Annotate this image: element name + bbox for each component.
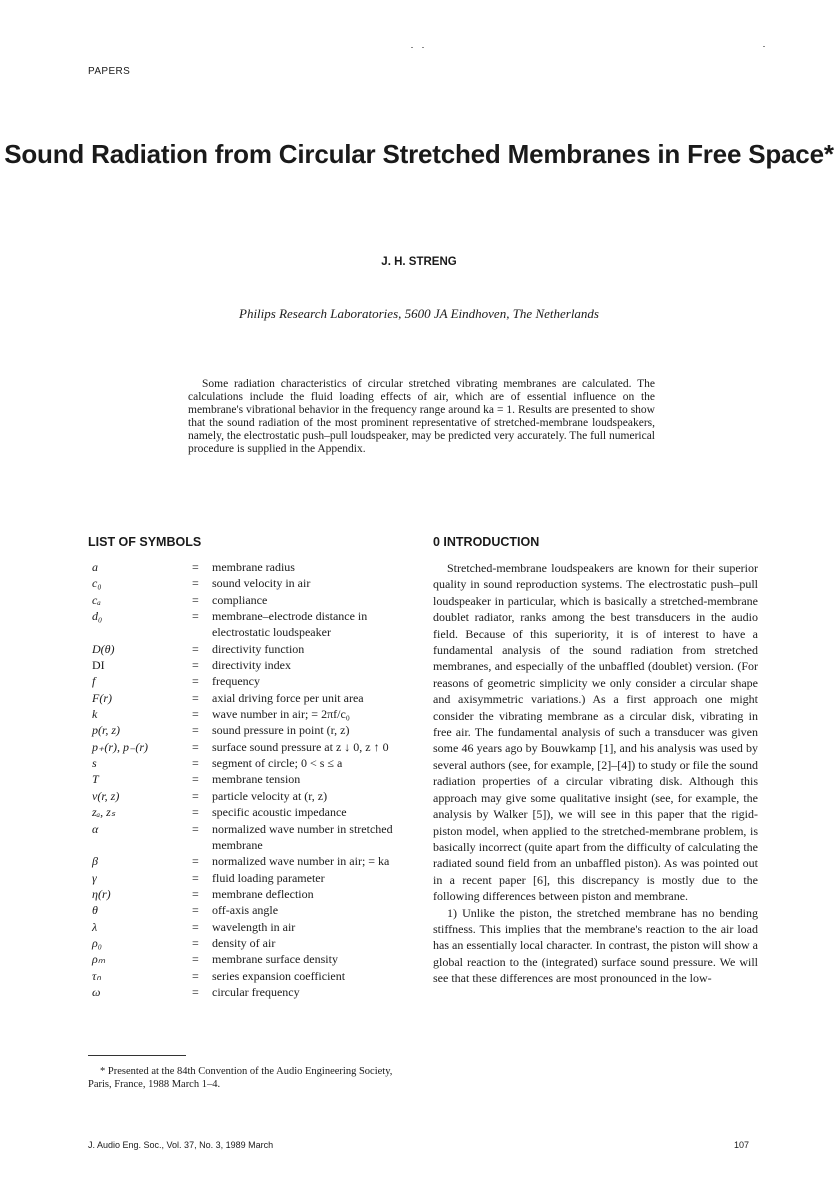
symbol-row [92,788,412,804]
equals-sign: = [192,903,199,918]
symbol-definition: density of air [212,935,276,950]
abstract [188,378,655,455]
equals-sign: = [192,609,199,624]
footnote-rule [88,1055,186,1056]
symbol-row [92,984,412,1000]
symbol: τₙ [92,968,102,983]
symbol: η(r) [92,886,111,901]
footnote [88,1065,418,1091]
symbol: β [92,854,98,869]
equals-sign: = [192,821,199,836]
symbol-row [92,690,412,706]
symbol-definition: off-axis angle [212,903,279,918]
introduction-paragraph: Stretched-membrane loudspeakers are known for their superior quality in sound reproduction systems. The electrostatic push–pull loudspeaker in particular, which is basically a stretched-membrane doublet radiator, ranks among the best transducers in the audio field. Because of this superiority, it is of interest to have a fundamental analysis of the sound radiation from stretched membranes, and especially of the unbaffled (doublet) version. (For reasons of geometric simplicity we only consider a circular shape and axisymmetric variations.) As a first approach one might consider the vibrating membrane as a circular disk, vibrating in free air. The fundamental analysis of such a transducer was given some 46 years ago by Bouwkamp [1], and his analysis was used by several authors (see, for example, [2]–[4]) to study or file the sound radiation properties of a circular vibrating disk. Although this approach may give some qualitative insight (see, for example, the analysis by Walker [5]), we will see in this paper that the rigid-piston model, when applied to the stretched-membrane problem, is basically incorrect (quite apart from the difficulty of calculating the radiated sound field from an unbaffled piston). As was pointed out in a recent paper [6], this discrepancy is mostly due to the following differences between piston and membrane. [433,561,758,904]
equals-sign: = [192,690,199,705]
symbol: zₐ, zₛ [92,805,116,820]
symbol-row [92,902,412,918]
symbol-definition: membrane–electrode distance in electrostatic loudspeaker [212,609,368,640]
symbol-definition: membrane radius [212,560,295,574]
symbol: ω [92,984,101,999]
symbol-row [92,771,412,787]
equals-sign: = [192,576,199,591]
symbol-definition: membrane deflection [212,886,314,901]
symbol-definition: directivity function [212,641,305,656]
symbol-row [92,804,412,820]
symbol-definition: directivity index [212,658,291,673]
author: J. H. STRENG [381,256,457,268]
symbol-row [92,559,412,575]
equals-sign: = [192,641,199,656]
symbol-row [92,935,412,951]
symbol-definition: axial driving force per unit area [212,690,364,705]
symbol-definition: frequency [212,674,260,689]
scan-speck [763,46,765,47]
symbol: F(r) [92,690,112,705]
symbol-row [92,657,412,673]
symbol-row [92,968,412,984]
journal-citation: J. Audio Eng. Soc., Vol. 37, No. 3, 1989 March [88,1140,274,1150]
equals-sign: = [192,870,199,885]
equals-sign: = [192,788,199,803]
equals-sign: = [192,772,199,787]
symbol: α [92,821,99,836]
equals-sign: = [192,756,199,771]
symbol: cₐ [92,592,101,607]
symbol: DI [92,658,105,673]
symbol-definition: normalized wave number in stretched membrane [212,821,393,852]
equals-sign: = [192,952,199,967]
symbol-definition: wavelength in air [212,919,296,934]
symbol-definition: series expansion coefficient [212,968,346,983]
symbol-row [92,919,412,935]
section-label: PAPERS [88,66,131,77]
equals-sign: = [192,560,199,574]
symbols-heading: LIST OF SYMBOLS [88,535,202,549]
symbol-definition: normalized wave number in air; = ka [212,854,390,869]
symbol-row [92,608,412,641]
symbol-row [92,821,412,854]
introduction-paragraph: 1) Unlike the piston, the stretched membrane has no bending stiffness. This implies that the membrane's reaction to the air load has an essentially local character. In contrast, the piston will show a global reaction to the (integrated) surface sound pressure. We will see that these differences are most pronounced in the low- [433,905,758,986]
symbol-definition: membrane surface density [212,952,338,967]
symbol-definition: wave number in air; = 2πf/c₀ [212,707,350,722]
scan-speck [422,47,424,48]
symbol: ρ₀ [92,935,102,950]
affiliation: Philips Research Laboratories, 5600 JA Eindhoven, The Netherlands [239,306,599,321]
symbol: f [92,674,96,689]
symbol-definition: sound pressure in point (r, z) [212,723,350,738]
symbol: c₀ [92,576,102,591]
equals-sign: = [192,739,199,754]
symbol: p(r, z) [92,723,121,738]
symbol: D(θ) [92,641,115,656]
symbol-row [92,951,412,967]
symbols-list [92,559,412,1000]
symbol: p₊(r), p₋(r) [92,739,148,754]
scan-speck [411,47,413,48]
page-number: 107 [734,1140,750,1150]
symbol-row [92,739,412,755]
symbol-row [92,673,412,689]
symbol: T [92,772,99,787]
symbol: θ [92,903,98,918]
introduction-body [433,560,758,987]
symbol-definition: sound velocity in air [212,576,311,591]
equals-sign: = [192,984,199,999]
symbol-row [92,722,412,738]
symbol-definition: segment of circle; 0 < s ≤ a [212,756,343,771]
symbol-row [92,870,412,886]
paper-title: Sound Radiation from Circular Stretched Membranes in Free Space* [4,139,834,169]
symbol: λ [92,919,98,934]
equals-sign: = [192,658,199,673]
symbol: ρₘ [92,952,106,967]
introduction-heading: 0 INTRODUCTION [433,535,540,549]
symbol-definition: compliance [212,592,268,607]
symbol-row [92,575,412,591]
symbol-definition: specific acoustic impedance [212,805,347,820]
equals-sign: = [192,886,199,901]
symbol-definition: circular frequency [212,984,300,999]
symbol: s [92,756,97,771]
symbol: v(r, z) [92,788,120,803]
symbol-row [92,755,412,771]
symbol-row [92,853,412,869]
symbol-row [92,706,412,722]
equals-sign: = [192,919,199,934]
symbol-definition: fluid loading parameter [212,870,325,885]
symbol-definition: surface sound pressure at z ↓ 0, z ↑ 0 [212,739,389,754]
equals-sign: = [192,968,199,983]
equals-sign: = [192,935,199,950]
equals-sign: = [192,592,199,607]
symbol-row [92,641,412,657]
abstract-text: Some radiation characteristics of circular stretched vibrating membranes are calculated. The calculations include the fluid loading effects of air, which are of essential influence on the membrane's vibrational behavior in the frequency range around ka = 1. Results are presented to show that the sound radiation of the most prominent representative of stretched-membrane loudspeakers, namely, the electrostatic push–pull loudspeaker, may be predicted very accurately. The full numerical procedure is supplied in the Appendix. [188,378,655,455]
footnote-text: * Presented at the 84th Convention of the Audio Engineering Society, Paris, France, 1988 March 1–4. [88,1066,393,1090]
symbol: k [92,707,98,722]
symbol-row [92,592,412,608]
equals-sign: = [192,854,199,869]
equals-sign: = [192,723,199,738]
equals-sign: = [192,805,199,820]
symbol-row [92,886,412,902]
symbol-definition: membrane tension [212,772,301,787]
symbol: γ [92,870,97,885]
symbol-definition: particle velocity at (r, z) [212,788,328,803]
equals-sign: = [192,707,199,722]
symbol: a [92,560,98,574]
equals-sign: = [192,674,199,689]
symbol: d₀ [92,609,103,624]
